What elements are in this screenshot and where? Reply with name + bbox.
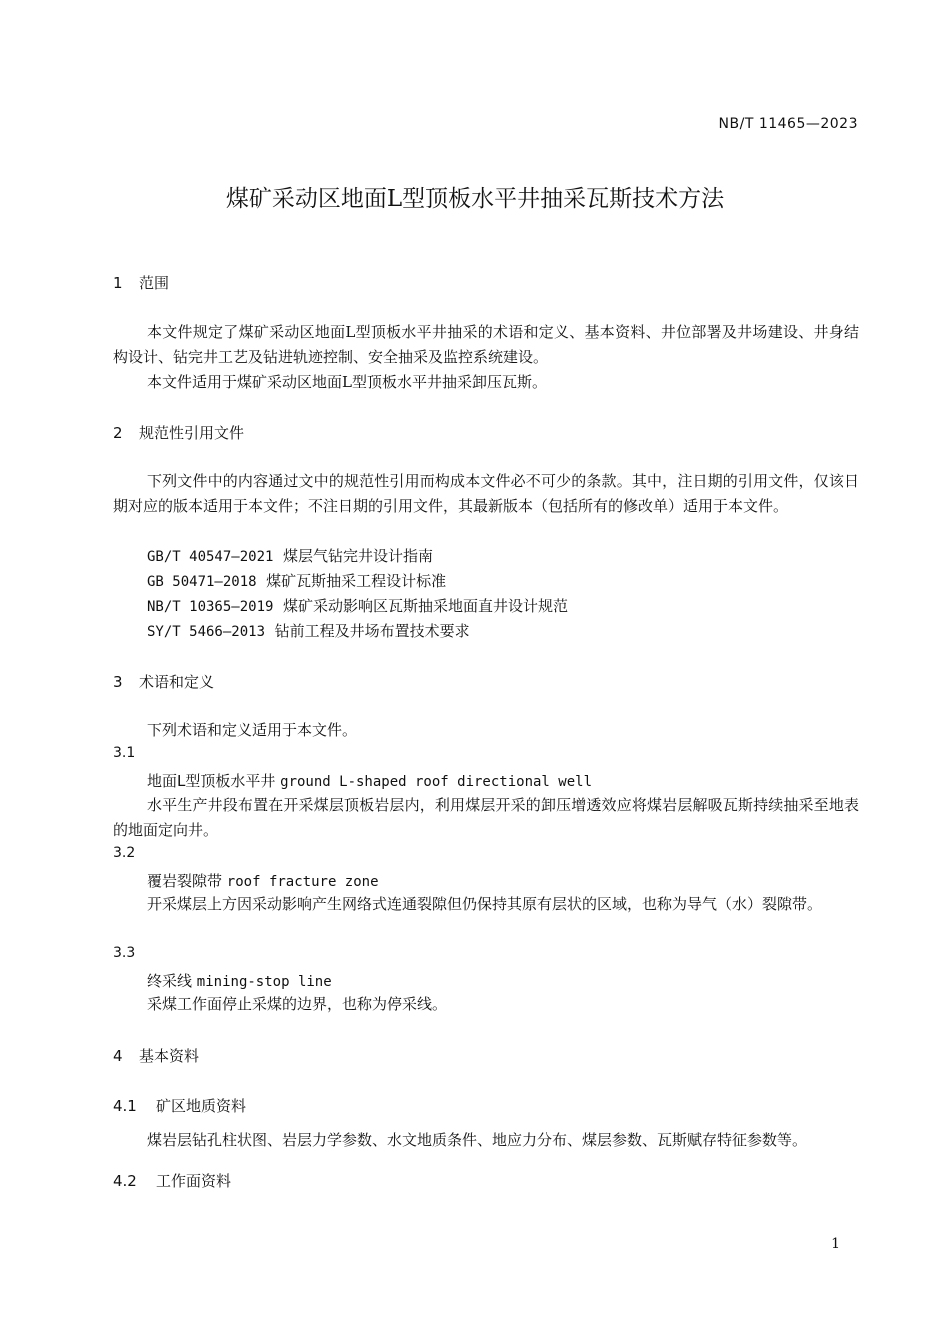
section-heading-3	[113, 671, 214, 692]
section-number: 2	[113, 424, 123, 442]
term-number: 3.2	[113, 845, 136, 861]
scope-paragraph-1: 本文件规定了煤矿采动区地面L型顶板水平井抽采的术语和定义、基本资料、井位部署及井场建设、井身结构设计、钻完井工艺及钻进轨迹控制、安全抽采及监控系统建设。	[113, 323, 859, 366]
term-en: ground L-shaped roof directional well	[280, 774, 593, 790]
reference-item	[147, 570, 446, 591]
term-definition: 水平生产井段布置在开采煤层顶板岩层内，利用煤层开采的卸压增透效应将煤岩层解吸瓦斯持续抽采至地表的地面定向井。	[113, 796, 859, 839]
subsection-heading-4-2	[113, 1170, 231, 1191]
section-number: 3	[113, 673, 123, 691]
section-number: 4	[113, 1047, 123, 1065]
reference-id: GB 50471—2018	[147, 574, 257, 590]
term-definition: 开采煤层上方因采动影响产生网络式连通裂隙但仍保持其原有层状的区域，也称为导气（水）裂隙带。	[147, 895, 823, 913]
subsection-title: 工作面资料	[156, 1172, 232, 1190]
subsection-number: 4.1	[113, 1097, 137, 1115]
page-number: 1	[831, 1236, 840, 1252]
term-number: 3.1	[113, 745, 136, 761]
term-entry	[147, 870, 379, 891]
terms-intro: 下列术语和定义适用于本文件。	[147, 721, 358, 739]
term-definition: 采煤工作面停止采煤的边界，也称为停采线。	[147, 995, 448, 1013]
section-heading-2	[113, 422, 244, 443]
term-en: mining-stop line	[196, 974, 332, 990]
document-number: NB/T 11465—2023	[718, 116, 858, 132]
section-title: 基本资料	[139, 1047, 200, 1065]
reference-id: GB/T 40547—2021	[147, 549, 274, 565]
normative-references-intro: 下列文件中的内容通过文中的规范性引用而构成本文件必不可少的条款。其中，注日期的引用文件，仅该日期对应的版本适用于本文件；不注日期的引用文件，其最新版本（包括所有的修改单）适用于本文件。	[113, 472, 859, 515]
reference-item	[147, 545, 433, 566]
document-title: 煤矿采动区地面L型顶板水平井抽采瓦斯技术方法	[225, 186, 725, 212]
scope-paragraph-2: 本文件适用于煤矿采动区地面L型顶板水平井抽采卸压瓦斯。	[147, 373, 547, 391]
subsection-number: 4.2	[113, 1172, 137, 1190]
term-zh: 地面L型顶板水平井	[147, 772, 276, 790]
reference-id: SY/T 5466—2013	[147, 624, 266, 640]
section-title: 规范性引用文件	[139, 424, 245, 442]
reference-item	[147, 620, 470, 641]
section-heading-4	[113, 1045, 199, 1066]
section-number: 1	[113, 274, 123, 292]
reference-title: 煤矿采动影响区瓦斯抽采地面直井设计规范	[282, 597, 568, 615]
section-heading-1	[113, 272, 169, 293]
section-title: 术语和定义	[139, 673, 215, 691]
reference-id: NB/T 10365—2019	[147, 599, 274, 615]
subsection-title: 矿区地质资料	[156, 1097, 247, 1115]
section-title: 范围	[139, 274, 170, 292]
term-entry	[147, 770, 592, 791]
term-en: roof fracture zone	[226, 874, 379, 890]
term-zh: 终采线	[147, 972, 193, 990]
reference-item	[147, 595, 568, 616]
reference-title: 钻前工程及井场布置技术要求	[274, 622, 470, 640]
term-number: 3.3	[113, 945, 136, 961]
reference-title: 煤层气钻完井设计指南	[282, 547, 433, 565]
subsection-heading-4-1	[113, 1095, 246, 1116]
reference-title: 煤矿瓦斯抽采工程设计标准	[266, 572, 447, 590]
term-zh: 覆岩裂隙带	[147, 872, 223, 890]
geology-paragraph: 煤岩层钻孔柱状图、岩层力学参数、水文地质条件、地应力分布、煤层参数、瓦斯赋存特征参数等。	[147, 1131, 808, 1149]
term-entry	[147, 970, 332, 991]
